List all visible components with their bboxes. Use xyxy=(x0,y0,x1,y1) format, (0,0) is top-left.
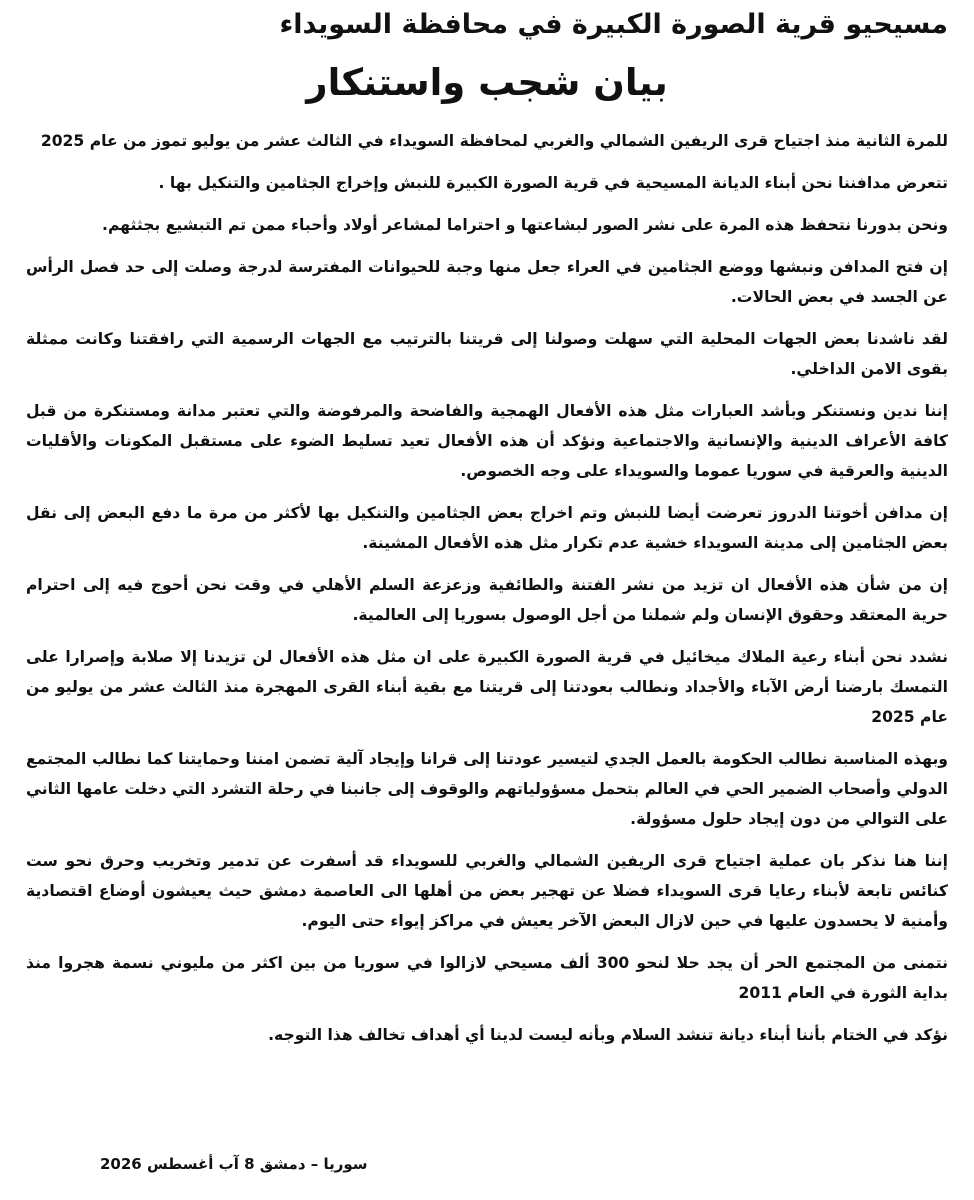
paragraph: إننا هنا نذكر بان عملية اجتياح قرى الريفين الشمالي والغربي للسويداء قد أسفرت عن تدمير وتخريب وحرق نحو ست كنائس تابعة لأبناء رعايا قرى السويداء فضلا عن تهجير بعض من أهلها الى العاصمة دمشق حيث يعيشون أوضاع اقتصادية وأمنية لا يحسدون عليها في حين لازال البعض الآخر يعيش في مراكز إيواء حتى اليوم. xyxy=(26,852,948,930)
paragraph: نؤكد في الختام بأننا أبناء ديانة تنشد السلام وبأنه ليست لدينا أي أهداف تخالف هذا التوجه. xyxy=(268,1026,948,1044)
paragraph: إن من شأن هذه الأفعال ان تزيد من نشر الفتنة والطائفية وزعزعة السلم الأهلي في وقت نحن أحوج فيه إلى احترام حرية المعتقد وحقوق الإنسان ولم شملنا من أجل الوصول بسوريا إلى العالمية. xyxy=(26,576,948,624)
issuer-header: مسيحيو قرية الصورة الكبيرة في محافظة السويداء xyxy=(279,9,948,40)
paragraph: لقد ناشدنا بعض الجهات المحلية التي سهلت وصولنا إلى قريتنا بالترتيب مع الجهات الرسمية التي رافقتنا وكانت ممثلة بقوى الامن الداخلي. xyxy=(26,330,948,378)
paragraph: إن مدافن أخوتنا الدروز تعرضت أيضا للنبش وتم اخراج بعض الجثامين والتنكيل بها لأكثر من مرة ما دفع البعض إلى نقل بعض الجثامين إلى مدينة السويداء خشية عدم تكرار مثل هذه الأفعال المشينة. xyxy=(26,504,948,552)
paragraph: تتعرض مدافننا نحن أبناء الديانة المسيحية في قرية الصورة الكبيرة للنبش وإخراج الجثامين والتنكيل بها . xyxy=(158,174,948,192)
paragraph: نشدد نحن أبناء رعية الملاك ميخائيل في قرية الصورة الكبيرة على ان مثل هذه الأفعال لن تزيدنا إلا صلابة وإصرارا على التمسك بارضنا أرض الآباء والأجداد ونطالب بعودتنا إلى قريتنا مع بقية أبناء القرى المهجرة منذ الثالث عشر من يوليو من عام 2025 xyxy=(26,648,948,726)
paragraph: وبهذه المناسبة نطالب الحكومة بالعمل الجدي لتيسير عودتنا إلى قرانا وإيجاد آلية تضمن امننا وحمايتنا كما نطالب المجتمع الدولي وأصحاب الضمير الحي في العالم بتحمل مسؤولياتهم والوقوف إلى جانبنا في رحلة التشرد التي دخلت عامها الثاني على التوالي من دون إيجاد حلول مسؤولة. xyxy=(26,750,948,828)
paragraph: نتمنى من المجتمع الحر أن يجد حلا لنحو 300 ألف مسيحي لازالوا في سوريا من بين اكثر من مليوني نسمة هجروا منذ بداية الثورة في العام 2011 xyxy=(26,954,948,1002)
paragraph: للمرة الثانية منذ اجتياح قرى الريفين الشمالي والغربي لمحافظة السويداء في الثالث عشر من يوليو تموز من عام 2025 xyxy=(40,132,948,150)
paragraph: ونحن بدورنا نتحفظ هذه المرة على نشر الصور لبشاعتها و احتراما لمشاعر أولاد وأحباء ممن تم التبشيع بجثثهم. xyxy=(102,216,948,234)
statement-title: بيان شجب واستنكار xyxy=(306,61,668,104)
place-date-line: سوريا – دمشق 8 آب أغسطس 2026 xyxy=(100,1155,368,1173)
paragraph: إننا ندين ونستنكر وبأشد العبارات مثل هذه الأفعال الهمجية والفاضحة والمرفوضة والتي تعتبر مدانة ومستنكرة من قبل كافة الأعراف الدينية والإنسانية والاجتماعية ونؤكد أن هذه الأفعال تعيد تسليط الضوء على مستقبل المكونات والأقليات الدينية والعرقية في سوريا عموما والسويداء على وجه الخصوص. xyxy=(26,402,948,480)
paragraph: إن فتح المدافن ونبشها ووضع الجثامين في العراء جعل منها وجبة للحيوانات المفترسة لدرجة وصلت إلى حد فصل الرأس عن الجسد في بعض الحالات. xyxy=(26,258,948,306)
